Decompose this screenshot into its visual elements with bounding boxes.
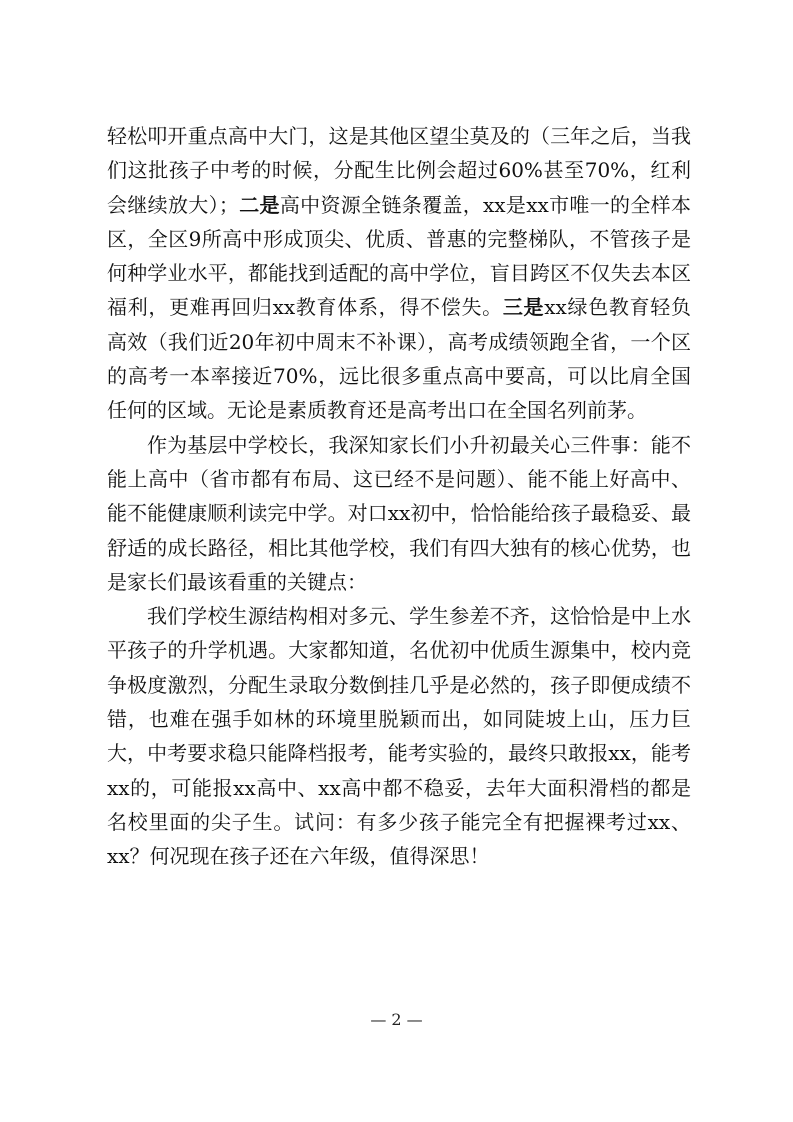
emphasis-third-point: 三是 — [502, 295, 545, 320]
page-number: — 2 — — [370, 1010, 423, 1029]
paragraph-1-segment-1: 轻松叩开重点高中大门，这是其他区望尘莫及的（三年之后，当我们这批孩子中考的时候，分配生比例会超过60%甚至70%，红利会继续放大）； — [107, 124, 691, 217]
paragraph-1-segment-2: 高中资源全链条覆盖，xx是xx市唯一的全样本区，全区9所高中形成顶尖、优质、普惠的完整梯队，不管孩子是何种学业水平，都能找到适配的高中学位，盲目跨区不仅失去本区福利，更难再回归xx教育体系，得不偿失。 — [107, 192, 691, 320]
paragraph-1-segment-3: xx绿色教育轻负高效（我们近20年初中周末不补课），高考成绩领跑全省，一个区的高考一本率接近70%，远比很多重点高中要高，可以比肩全国任何的区域。无论是素质教育还是高考出口在全国名列前茅。 — [107, 295, 692, 423]
paragraph-1 — [107, 119, 691, 428]
emphasis-second-point: 二是 — [238, 192, 280, 217]
paragraph-3: 我们学校生源结构相对多元、学生参差不齐，这恰恰是中上水平孩子的升学机遇。大家都知道，名优初中优质生源集中，校内竞争极度激烈，分配生录取分数倒挂几乎是必然的，孩子即便成绩不错，也难在强手如林的环境里脱颖而出，如同陡坡上山，压力巨大，中考要求稳只能降档报考，能考实验的，最终只敢报xx，能考xx的，可能报xx高中、xx高中都不稳妥，去年大面积滑档的都是名校里面的尖子生。试问：有多少孩子能完全有把握裸考过xx、xx？何况现在孩子还在六年级，值得深思！ — [107, 604, 691, 869]
document-body — [107, 119, 691, 874]
paragraph-2: 作为基层中学校长，我深知家长们小升初最关心三件事：能不能上高中（省市都有布局、这已经不是问题）、能不能上好高中、能不能健康顺利读完中学。对口xx初中，恰恰能给孩子最稳妥、最舒适的成长路径，相比其他学校，我们有四大独有的核心优势，也是家长们最该看重的关键点： — [107, 432, 691, 594]
